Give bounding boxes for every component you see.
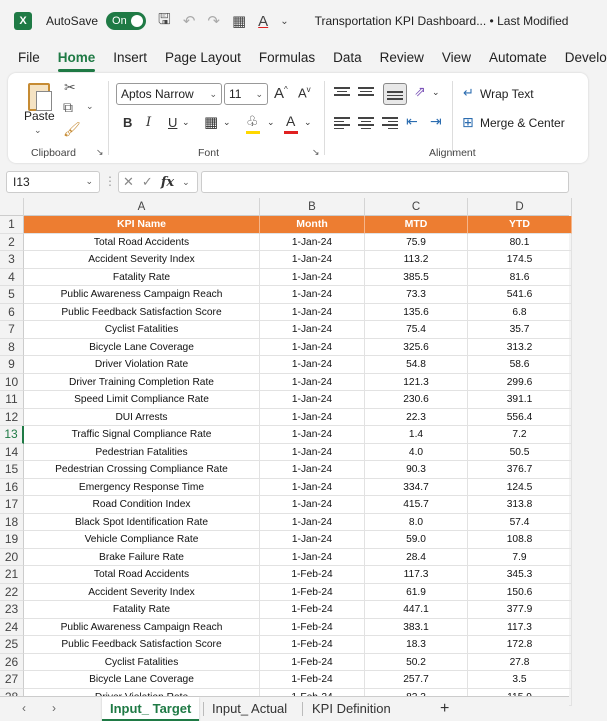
font-launcher-icon[interactable]: ↘ [312,147,320,157]
table-cell[interactable]: 230.6 [365,391,468,409]
autosave-state: On [112,15,127,27]
undo-icon[interactable]: ↶ [182,13,196,30]
table-cell[interactable]: 124.5 [468,479,572,497]
orientation-icon[interactable]: ⇗ [414,83,426,99]
table-cell[interactable]: Public Feedback Satisfaction Score [24,636,260,654]
sheet-tab-input-actual[interactable]: Input_ Actual [212,701,288,716]
row-header[interactable]: 2 [0,234,24,252]
paste-button[interactable]: Paste [24,109,55,123]
menu-tab-page-layout[interactable]: Page Layout [165,49,241,65]
row-header[interactable]: 17 [0,496,24,514]
underline-chevron-icon[interactable]: ⌄ [182,117,190,127]
table-cell[interactable]: 541.6 [468,286,572,304]
table-cell[interactable]: 1-Jan-24 [260,339,365,357]
table-cell[interactable]: 7.2 [468,426,572,444]
align-left-icon[interactable] [334,117,350,129]
formula-controls [118,171,198,193]
table-cell[interactable]: Bicycle Lane Coverage [24,339,260,357]
table-cell[interactable]: 1-Jan-24 [260,234,365,252]
row-header[interactable]: 12 [0,409,24,427]
paste-icon[interactable] [26,79,54,113]
table-cell[interactable]: Accident Severity Index [24,251,260,269]
table-cell[interactable]: 1-Jan-24 [260,374,365,392]
table-cell[interactable]: Public Awareness Campaign Reach [24,286,260,304]
menu-tab-develo[interactable]: Develo [564,49,607,65]
table-cell[interactable]: 313.8 [468,496,572,514]
fill-color-swatch [246,131,260,134]
table-cell[interactable]: 27.8 [468,654,572,672]
row-header[interactable]: 22 [0,584,24,602]
table-cell[interactable]: 313.2 [468,339,572,357]
table-cell[interactable]: 90.3 [365,461,468,479]
table-cell[interactable]: 1-Jan-24 [260,321,365,339]
font-color-swatch [284,131,298,134]
table-cell[interactable]: 50.5 [468,444,572,462]
table-cell[interactable]: 117.3 [365,566,468,584]
table-cell[interactable]: 1-Jan-24 [260,391,365,409]
font-color-button-icon[interactable]: A [286,113,296,129]
table-cell[interactable]: Total Road Accidents [24,566,260,584]
table-cell[interactable]: Vehicle Compliance Rate [24,531,260,549]
table-cell[interactable]: 1-Jan-24 [260,356,365,374]
table-cell[interactable]: 447.1 [365,601,468,619]
table-cell[interactable]: Pedestrian Fatalities [24,444,260,462]
font-name-value: Aptos Narrow [121,87,194,101]
row-header[interactable]: 5 [0,286,24,304]
table-cell[interactable]: 257.7 [365,671,468,689]
column-header-a[interactable]: A [24,198,260,216]
row-header[interactable]: 18 [0,514,24,532]
table-cell[interactable]: Bicycle Lane Coverage [24,671,260,689]
table-cell[interactable]: 1-Jan-24 [260,426,365,444]
row-header[interactable]: 8 [0,339,24,357]
table-cell[interactable]: 135.6 [365,304,468,322]
formula-bar-grip-icon: ⋮ [104,174,116,188]
table-cell[interactable]: 172.8 [468,636,572,654]
table-cell[interactable]: 7.9 [468,549,572,567]
table-cell[interactable]: 58.6 [468,356,572,374]
wrap-text-button[interactable]: Wrap Text [480,87,534,101]
table-cell[interactable]: 415.7 [365,496,468,514]
table-cell[interactable]: 8.0 [365,514,468,532]
align-center-icon[interactable] [358,117,374,129]
header-cell[interactable]: YTD [468,216,572,234]
align-bottom-icon [387,91,403,103]
table-cell[interactable]: 556.4 [468,409,572,427]
table-cell[interactable]: Pedestrian Crossing Compliance Rate [24,461,260,479]
table-cell[interactable]: 108.8 [468,531,572,549]
title-bar [0,0,569,42]
table-cell[interactable]: 1-Feb-24 [260,566,365,584]
table-cell[interactable]: 59.0 [365,531,468,549]
table-cell[interactable]: 57.4 [468,514,572,532]
header-cell[interactable]: Month [260,216,365,234]
table-cell[interactable]: 1-Jan-24 [260,269,365,287]
table-cell[interactable]: 383.1 [365,619,468,637]
table-cell[interactable]: 345.3 [468,566,572,584]
copy-icon[interactable]: ⧉ [63,99,73,115]
table-cell[interactable]: 4.0 [365,444,468,462]
table-cell[interactable]: 1-Jan-24 [260,444,365,462]
row-header[interactable]: 7 [0,321,24,339]
column-header-c[interactable]: C [365,198,468,216]
row-header[interactable]: 11 [0,391,24,409]
menu-tab-data[interactable]: Data [333,49,362,65]
increase-font-size-icon[interactable]: A^ [274,85,288,102]
table-cell[interactable]: 121.3 [365,374,468,392]
row-header[interactable]: 13 [0,426,24,444]
table-cell[interactable]: 1-Feb-24 [260,636,365,654]
table-cell[interactable]: 81.6 [468,269,572,287]
align-right-icon[interactable] [382,117,398,129]
table-cell[interactable]: 75.4 [365,321,468,339]
decrease-indent-icon[interactable]: ⇤ [406,113,418,129]
table-cell[interactable]: 54.8 [365,356,468,374]
table-cell[interactable]: 1-Jan-24 [260,514,365,532]
table-cell[interactable]: Driver Training Completion Rate [24,374,260,392]
table-cell[interactable]: 1-Feb-24 [260,619,365,637]
menu-tab-automate[interactable]: Automate [488,49,547,65]
table-cell[interactable]: 334.7 [365,479,468,497]
table-cell[interactable]: 3.5 [468,671,572,689]
table-cell[interactable]: 376.7 [468,461,572,479]
table-cell[interactable]: Fatality Rate [24,269,260,287]
row-header[interactable]: 3 [0,251,24,269]
table-cell[interactable]: Road Condition Index [24,496,260,514]
underline-icon[interactable]: U [168,115,178,130]
table-cell[interactable]: DUI Arrests [24,409,260,427]
table-cell[interactable]: 1-Jan-24 [260,496,365,514]
table-cell[interactable]: 1-Jan-24 [260,531,365,549]
format-painter-icon[interactable]: 🖌 [63,121,81,137]
customize-toolbar-chevron-icon[interactable]: ⌄ [280,15,289,27]
row-header[interactable]: 24 [0,619,24,637]
table-cell[interactable]: 377.9 [468,601,572,619]
prev-sheet-icon[interactable]: ‹ [22,701,26,715]
table-cell[interactable]: 1-Jan-24 [260,251,365,269]
table-cell[interactable]: 117.3 [468,619,572,637]
redo-icon[interactable]: ↷ [207,13,220,30]
menu-tab-review[interactable]: Review [379,49,424,65]
alignment-group-label: Alignment [429,147,476,159]
table-cell[interactable]: 61.9 [365,584,468,602]
row-header[interactable]: 15 [0,461,24,479]
table-cell[interactable]: 1-Jan-24 [260,479,365,497]
table-cell[interactable]: 385.5 [365,269,468,287]
copy-chevron-icon[interactable]: ⌄ [86,101,94,111]
borders-chevron-icon[interactable]: ⌄ [223,117,231,127]
borders-button-icon[interactable]: ▦ [204,114,219,131]
menu-tab-view[interactable]: View [441,49,471,65]
table-cell[interactable]: 299.6 [468,374,572,392]
row-header[interactable]: 20 [0,549,24,567]
bold-icon[interactable]: B [123,115,133,130]
table-cell[interactable]: Public Feedback Satisfaction Score [24,304,260,322]
table-cell[interactable]: 1.4 [365,426,468,444]
table-cell[interactable]: Total Road Accidents [24,234,260,252]
formula-bar [0,168,569,196]
row-header[interactable]: 9 [0,356,24,374]
save-icon[interactable]: 🖫 [158,10,171,28]
align-middle-icon[interactable] [358,87,374,99]
table-cell[interactable]: 75.9 [365,234,468,252]
table-cell[interactable]: 391.1 [468,391,572,409]
menu-tab-file[interactable]: File [18,49,40,65]
table-cell[interactable]: Emergency Response Time [24,479,260,497]
ribbon-tabs [0,42,607,72]
next-sheet-icon[interactable]: › [52,701,56,715]
autosave-toggle[interactable] [106,12,146,30]
function-chevron-icon[interactable]: ⌄ [182,176,190,187]
add-sheet-button[interactable]: + [440,700,450,717]
cut-icon[interactable]: ✂ [64,79,76,95]
menu-tab-formulas[interactable]: Formulas [258,49,316,65]
row-header[interactable]: 16 [0,479,24,497]
orientation-chevron-icon[interactable]: ⌄ [432,87,440,97]
font-size-value: 11 [229,87,242,101]
row-header[interactable]: 25 [0,636,24,654]
font-size-select[interactable]: 11 ⌄ [224,83,268,105]
document-title: Transportation KPI Dashboard... • Last Modified [314,14,569,28]
row-header[interactable]: 19 [0,531,24,549]
table-cell[interactable]: Black Spot Identification Rate [24,514,260,532]
table-cell[interactable]: 50.2 [365,654,468,672]
name-box-value: I13 [13,175,30,189]
worksheet-grid[interactable] [0,198,569,696]
table-cell[interactable]: Brake Failure Rate [24,549,260,567]
borders-icon[interactable]: ▦ [231,13,247,30]
font-color-chevron-icon[interactable]: ⌄ [304,117,312,127]
table-cell[interactable]: Cyclist Fatalities [24,654,260,672]
table-cell[interactable]: 35.7 [468,321,572,339]
header-cell[interactable]: MTD [365,216,468,234]
ribbon-home [8,73,588,163]
merge-center-button[interactable]: Merge & Center [480,116,565,130]
table-cell[interactable]: Accident Severity Index [24,584,260,602]
table-cell[interactable]: 1-Jan-24 [260,304,365,322]
table-cell[interactable]: 1-Jan-24 [260,409,365,427]
table-cell[interactable]: 113.2 [365,251,468,269]
header-cell[interactable]: KPI Name [24,216,260,234]
row-header[interactable]: 6 [0,304,24,322]
autosave-label: AutoSave [46,14,99,28]
row-header[interactable]: 14 [0,444,24,462]
select-all-corner[interactable] [0,198,24,216]
increase-indent-icon[interactable]: ⇥ [430,113,442,129]
column-header-b[interactable]: B [260,198,365,216]
table-cell[interactable]: 1-Feb-24 [260,584,365,602]
row-header[interactable]: 4 [0,269,24,287]
fill-color-chevron-icon[interactable]: ⌄ [267,117,275,127]
table-cell[interactable]: 28.4 [365,549,468,567]
column-headers [0,198,569,216]
font-color-icon[interactable]: A [258,12,269,30]
table-cell[interactable]: Driver Violation Rate [24,356,260,374]
row-header[interactable]: 23 [0,601,24,619]
table-cell[interactable]: 22.3 [365,409,468,427]
table-cell[interactable]: Cyclist Fatalities [24,321,260,339]
table-cell[interactable]: Traffic Signal Compliance Rate [24,426,260,444]
column-header-d[interactable]: D [468,198,572,216]
insert-function-icon[interactable]: fx [160,174,175,190]
formula-input[interactable] [201,171,569,193]
clipboard-group-label: Clipboard [31,147,76,159]
table-cell[interactable]: Speed Limit Compliance Rate [24,391,260,409]
row-header[interactable]: 26 [0,654,24,672]
sheet-tab-input-target[interactable]: Input_ Target [102,697,199,721]
table-cell[interactable]: 1-Feb-24 [260,654,365,672]
table-cell[interactable]: 18.3 [365,636,468,654]
sheet-tab-kpi-definition[interactable]: KPI Definition [312,701,391,716]
merge-center-icon[interactable]: ⊞ [462,114,474,130]
row-header[interactable]: 27 [0,671,24,689]
table-cell[interactable]: 1-Jan-24 [260,549,365,567]
table-cell[interactable]: Fatality Rate [24,601,260,619]
fill-color-icon[interactable]: ♧ [246,113,259,129]
table-cell[interactable]: 325.6 [365,339,468,357]
table-cell[interactable]: 1-Feb-24 [260,671,365,689]
table-cell[interactable]: Public Awareness Campaign Reach [24,619,260,637]
table-cell[interactable]: 1-Feb-24 [260,601,365,619]
wrap-text-icon[interactable]: ↵ [463,85,474,100]
sheet-tab-bar [0,696,569,720]
name-box[interactable]: I13 ⌄ [6,171,100,193]
excel-logo-icon: X [14,12,32,30]
menu-tab-insert[interactable]: Insert [113,49,148,65]
enter-icon[interactable]: ✓ [141,174,153,189]
table-cell[interactable]: 1-Jan-24 [260,461,365,479]
row-header[interactable]: 21 [0,566,24,584]
align-top-icon[interactable] [334,87,350,99]
cancel-icon[interactable]: ✕ [123,174,134,189]
table-cell[interactable]: 6.8 [468,304,572,322]
table-cell[interactable]: 174.5 [468,251,572,269]
font-group-label: Font [198,147,220,159]
table-cell[interactable]: 1-Jan-24 [260,286,365,304]
font-name-select[interactable]: Aptos Narrow ⌄ [116,83,222,105]
row-header[interactable]: 1 [0,216,24,234]
clipboard-launcher-icon[interactable]: ↘ [96,147,104,157]
table-cell[interactable]: 80.1 [468,234,572,252]
table-cell[interactable]: 73.3 [365,286,468,304]
paste-chevron-icon[interactable]: ⌄ [34,125,42,135]
table-cell[interactable]: 150.6 [468,584,572,602]
decrease-font-size-icon[interactable]: $A^v$ [298,85,311,101]
menu-tab-home[interactable]: Home [58,46,96,69]
row-header[interactable]: 10 [0,374,24,392]
italic-icon[interactable]: I [146,115,152,130]
